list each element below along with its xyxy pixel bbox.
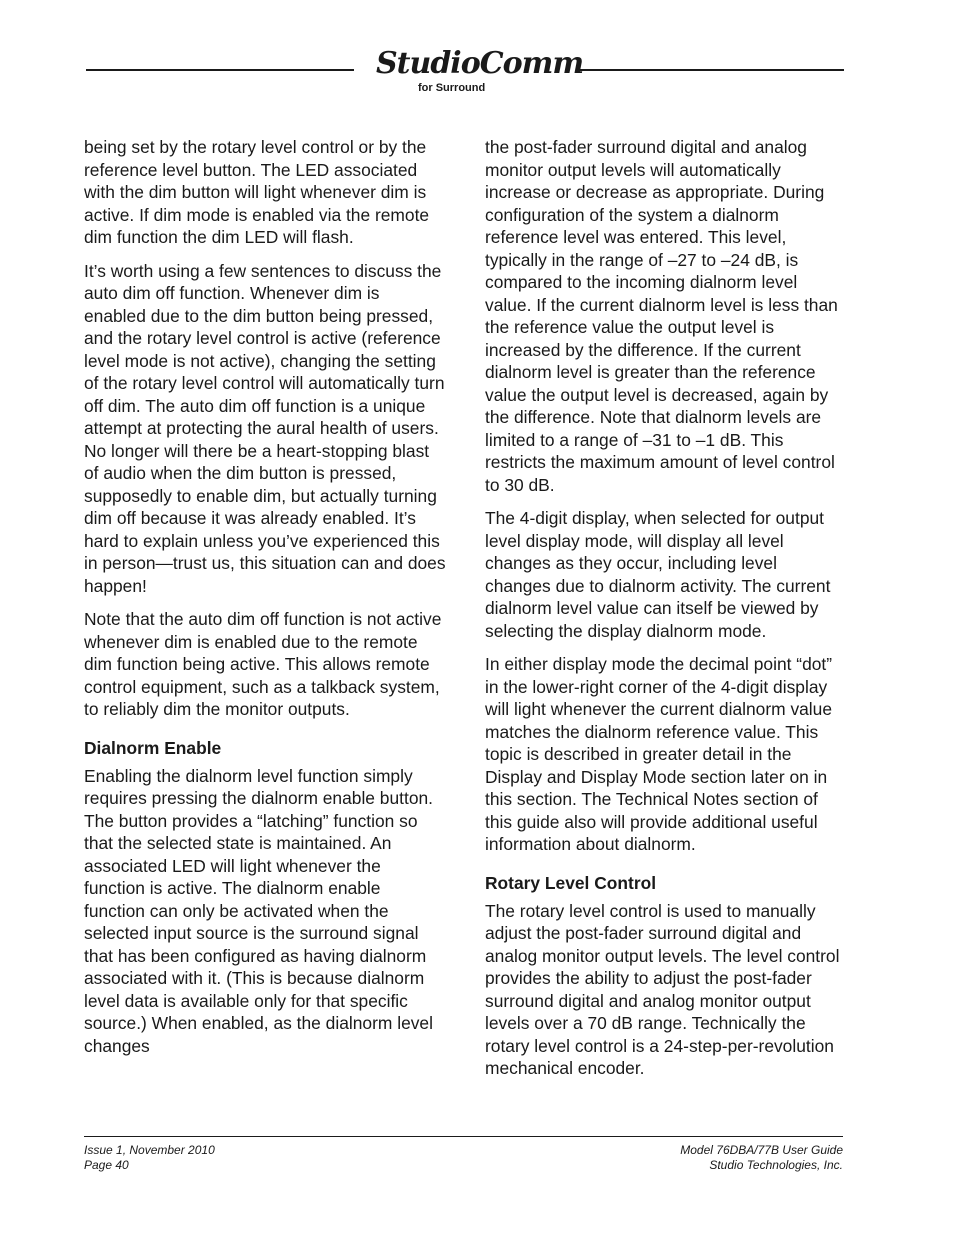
paragraph: The rotary level control is used to manually adjust the post-fader surround digital and analog monitor output levels. The level control provides the ability to adjust the post-fader surround digital and analog monitor output levels over a 70 dB range. Technically the rotary level control is a 24-step-per-revolution mechanical encoder. [485, 900, 840, 1078]
footer-page-number: Page 40 [84, 1158, 129, 1172]
right-column [485, 136, 847, 1091]
studiocomm-logo [376, 46, 584, 98]
footer-left [84, 1143, 215, 1173]
footer-rule [84, 1136, 843, 1137]
paragraph: In either display mode the decimal point “dot” in the lower-right corner of the 4-digit display will light whenever the current dialnorm value matches the dialnorm reference value. This topic is described in greater detail in the Display and Display Mode section later on in this section. The Technical Notes section of this guide also will provide additional useful information about dialnorm. [485, 654, 833, 854]
logo-wordmark: StudioComm [376, 46, 584, 81]
left-column [84, 136, 446, 1068]
section-heading-rotary-level-control: Rotary Level Control [485, 872, 657, 893]
footer-company: Studio Technologies, Inc. [709, 1158, 843, 1172]
paragraph: being set by the rotary level control or by the reference level button. The LED associated with the dim button will light whenever dim is active. If dim mode is enabled via the remote dim function the dim LED will flash. [84, 137, 430, 247]
paragraph: It’s worth using a few sentences to discuss the auto dim off function. Whenever dim is enabled due to the dim button being pressed, and the rotary level control is active (reference level mode is not active), changing the setting of the rotary level control will automatically turn off dim. The auto dim off function is a unique attempt at protecting the aural health of users. No longer will there be a heart-stopping blast of audio when the dim button is pressed, supposedly to enable dim, but actually turning dim off because it was already enabled. It’s hard to explain unless you’ve experienced this in person—trust us, this situation can and does happen! [84, 260, 446, 596]
paragraph: The 4-digit display, when selected for output level display mode, will display all level changes as they occur, including level changes due to dialnorm activity. The current dialnorm level value can itself be viewed by selecting the display dialnorm mode. [485, 508, 831, 641]
paragraph: Note that the auto dim off function is not active whenever dim is enabled due to the remote dim function being active. This allows remote control equipment, such as a talkback system, to reliably dim the monitor outputs. [84, 609, 442, 719]
section-heading-dialnorm-enable: Dialnorm Enable [84, 737, 222, 758]
footer-right [680, 1143, 843, 1173]
header-rule-right [577, 69, 844, 71]
footer-issue: Issue 1, November 2010 [84, 1143, 215, 1157]
logo-subtitle: for Surround [418, 82, 486, 94]
footer-model: Model 76DBA/77B User Guide [680, 1143, 843, 1157]
paragraph: Enabling the dialnorm level function simply requires pressing the dialnorm enable button. The button provides a “latching” function so that the selected state is maintained. An associated LED will light whenever the function is active. The dialnorm enable function can only be activated when the selected input source is the surround signal that has been configured as having dialnorm associated with it. (This is because dialnorm level data is available only for that specific source.) When enabled, as the dialnorm level changes [84, 765, 433, 1056]
header-rule-left [86, 69, 354, 71]
paragraph: the post-fader surround digital and analog monitor output levels will automatically increase or decrease as appropriate. During configuration of the system a dialnorm reference level was entered. This level, typically in the range of –27 to –24 dB, is compared to the incoming dialnorm level value. If the current dialnorm level is less than the reference value the output level is increased by the difference. If the current dialnorm level is greater than the reference value the output level is decreased, again by the difference. Note that dialnorm levels are limited to a range of –31 to –1 dB. This restricts the maximum amount of level control to 30 dB. [485, 137, 838, 495]
